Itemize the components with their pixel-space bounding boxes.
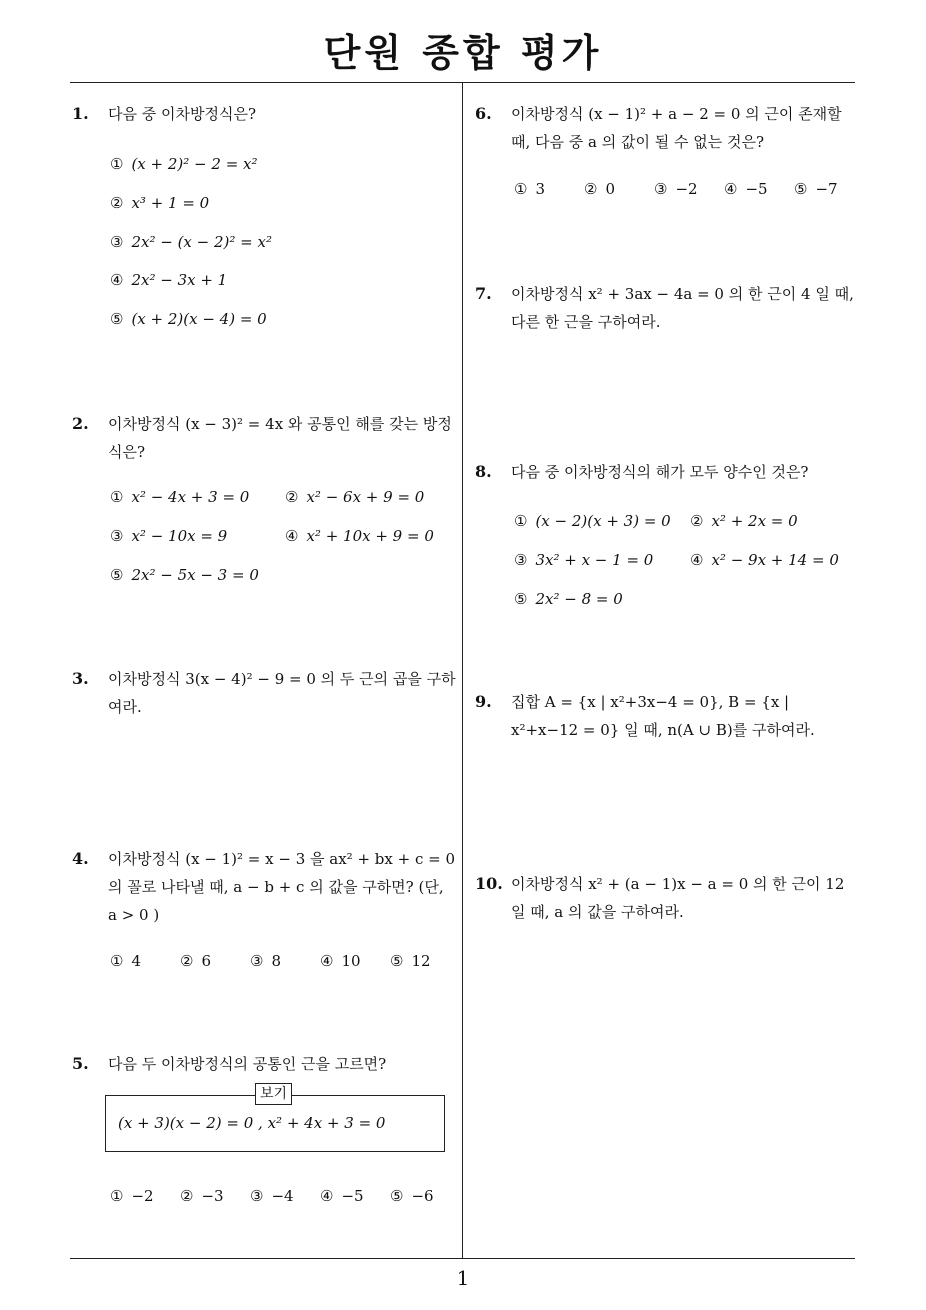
option-4[interactable]: ④ x² − 9x + 14 = 0 [690, 551, 839, 569]
question-7 [475, 280, 860, 336]
option-1[interactable]: ① (x + 2)² − 2 = x² [110, 155, 258, 173]
option-1[interactable]: ① x² − 4x + 3 = 0 [110, 488, 250, 506]
option-3[interactable]: ③ −2 [654, 180, 698, 198]
column-divider [462, 83, 463, 1258]
option-1[interactable]: ① 4 [110, 952, 141, 970]
question-text: 다음 두 이차방정식의 공통인 근을 고르면? [108, 1055, 387, 1073]
question-number: 2. [72, 414, 89, 433]
option-5[interactable]: ⑤ (x + 2)(x − 4) = 0 [110, 310, 267, 328]
option-3[interactable]: ③ −4 [250, 1187, 294, 1205]
option-3[interactable]: ③ 8 [250, 952, 281, 970]
option-5[interactable]: ⑤ −7 [794, 180, 838, 198]
option-5[interactable]: ⑤ 2x² − 5x − 3 = 0 [110, 566, 259, 584]
question-text: 이차방정식 x² + 3ax − 4a = 0 의 한 근이 4 일 때, 다른 한 근을 구하여라. [511, 285, 854, 331]
question-text: 이차방정식 (x − 3)² = 4x 와 공통인 해를 갖는 방정식은? [108, 415, 452, 461]
option-1[interactable]: ① (x − 2)(x + 3) = 0 [514, 512, 671, 530]
option-4[interactable]: ④ x² + 10x + 9 = 0 [285, 527, 434, 545]
example-box-text: (x + 3)(x − 2) = 0 , x² + 4x + 3 = 0 [118, 1114, 386, 1132]
option-2[interactable]: ② 0 [584, 180, 615, 198]
question-number: 10. [475, 874, 503, 893]
option-1[interactable]: ① 3 [514, 180, 545, 198]
question-number: 5. [72, 1054, 89, 1073]
option-2[interactable]: ② −3 [180, 1187, 224, 1205]
option-3[interactable]: ③ x² − 10x = 9 [110, 527, 228, 545]
option-1[interactable]: ① −2 [110, 1187, 154, 1205]
option-4[interactable]: ④ −5 [320, 1187, 364, 1205]
option-5[interactable]: ⑤ 2x² − 8 = 0 [514, 590, 623, 608]
bottom-divider [70, 1258, 855, 1259]
question-5 [72, 1050, 457, 1078]
option-4[interactable]: ④ 2x² − 3x + 1 [110, 271, 228, 289]
option-2[interactable]: ② x³ + 1 = 0 [110, 194, 210, 212]
question-text: 이차방정식 3(x − 4)² − 9 = 0 의 두 근의 곱을 구하여라. [108, 670, 456, 716]
question-9 [475, 688, 860, 744]
question-text: 이차방정식 (x − 1)² = x − 3 을 ax² + bx + c = 0 의 꼴로 나타낼 때, a − b + c 의 값을 구하면? (단, a > 0 ) [108, 850, 456, 924]
option-2[interactable]: ② 6 [180, 952, 211, 970]
question-2 [72, 410, 457, 466]
option-3[interactable]: ③ 2x² − (x − 2)² = x² [110, 233, 272, 251]
option-5[interactable]: ⑤ 12 [390, 952, 431, 970]
option-4[interactable]: ④ −5 [724, 180, 768, 198]
question-number: 4. [72, 849, 89, 868]
option-3[interactable]: ③ 3x² + x − 1 = 0 [514, 551, 654, 569]
question-number: 8. [475, 462, 492, 481]
question-6 [475, 100, 860, 156]
option-4[interactable]: ④ 10 [320, 952, 361, 970]
question-number: 1. [72, 104, 89, 123]
question-number: 7. [475, 284, 492, 303]
question-text: 다음 중 이차방정식은? [108, 105, 256, 123]
question-text: 이차방정식 x² + (a − 1)x − a = 0 의 한 근이 12 일 때, a 의 값을 구하여라. [511, 875, 845, 921]
question-8 [475, 458, 860, 486]
option-5[interactable]: ⑤ −6 [390, 1187, 434, 1205]
page-number: 1 [456, 1266, 470, 1290]
question-text: 이차방정식 (x − 1)² + a − 2 = 0 의 근이 존재할 때, 다음 중 a 의 값이 될 수 없는 것은? [511, 105, 842, 151]
example-box-label: 보기 [255, 1083, 292, 1105]
question-text: 다음 중 이차방정식의 해가 모두 양수인 것은? [511, 463, 809, 481]
option-2[interactable]: ② x² + 2x = 0 [690, 512, 798, 530]
question-text: 집합 A = {x | x²+3x−4 = 0}, B = {x | x²+x−12 = 0} 일 때, n(A ∪ B)를 구하여라. [511, 693, 815, 739]
question-number: 6. [475, 104, 492, 123]
question-3 [72, 665, 457, 721]
question-10 [475, 870, 860, 926]
question-number: 3. [72, 669, 89, 688]
question-number: 9. [475, 692, 492, 711]
option-2[interactable]: ② x² − 6x + 9 = 0 [285, 488, 425, 506]
page-title: 단원 종합 평가 [323, 31, 603, 75]
question-4 [72, 845, 457, 929]
question-1 [72, 100, 457, 128]
